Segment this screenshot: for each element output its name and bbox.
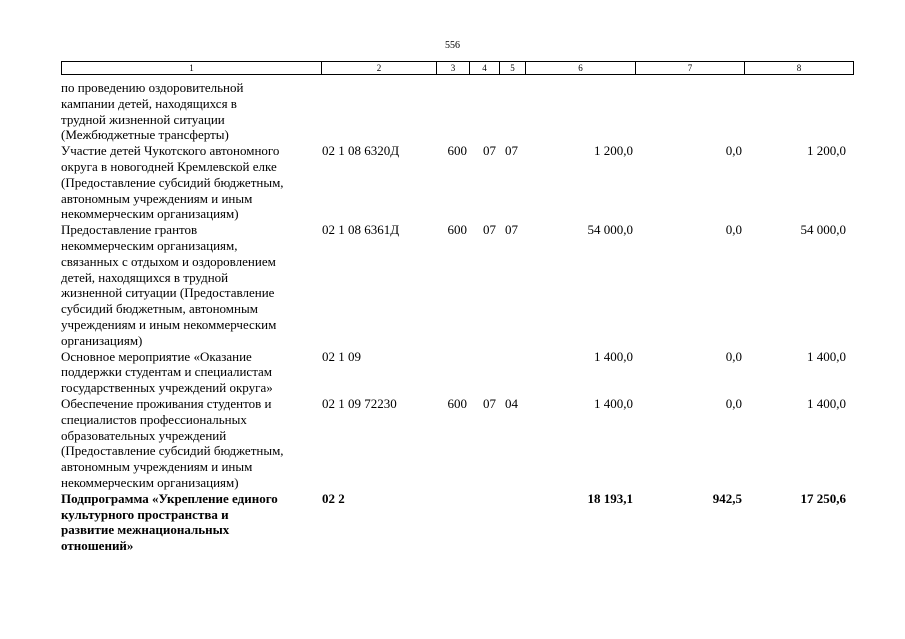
- table-row: [61, 222, 852, 348]
- header-col-2: 2: [322, 62, 437, 74]
- table-header: [61, 61, 854, 75]
- row-name-line: некоммерческим организациям): [61, 474, 239, 490]
- row-amount-col6: 54 000,0: [587, 222, 633, 238]
- row-amount-col7: 0,0: [725, 222, 742, 238]
- header-col-4: 4: [470, 62, 500, 74]
- row-name-line: некоммерческим организациям): [61, 206, 239, 222]
- row-name-line: Подпрограмма «Укрепление единого: [61, 490, 278, 506]
- row-amount-col8: 1 400,0: [807, 395, 846, 411]
- row-expense-type: 600: [447, 395, 467, 411]
- row-name-line: организациям): [61, 332, 143, 348]
- row-code: 02 1 09: [322, 348, 361, 364]
- row-name: [61, 143, 321, 222]
- row-code: 02 1 08 6361Д: [322, 222, 400, 238]
- row-amount-col7: 942,5: [712, 490, 742, 506]
- header-col-6: 6: [526, 62, 636, 74]
- header-col-3: 3: [437, 62, 470, 74]
- row-amount-col6: 1 400,0: [594, 348, 633, 364]
- row-name: [61, 491, 321, 554]
- table-row: [61, 396, 852, 491]
- row-name-line: (Предоставление субсидий бюджетным,: [61, 174, 284, 190]
- table-row: [61, 349, 852, 396]
- row-amount-col8: 54 000,0: [800, 222, 846, 238]
- row-amount-col8: 17 250,6: [800, 490, 846, 506]
- row-name-line: культурного пространства и: [61, 506, 229, 522]
- row-name-line: некоммерческим организациям,: [61, 237, 238, 253]
- row-amount-col7: 0,0: [725, 348, 742, 364]
- row-name-line: образовательных учреждений: [61, 427, 227, 443]
- header-col-1: 1: [62, 62, 322, 74]
- row-name-line: государственных учреждений округа»: [61, 380, 273, 396]
- row-amount-col7: 0,0: [725, 395, 742, 411]
- row-name-line: детей, находящихся в трудной: [61, 269, 229, 285]
- row-name-line: специалистов профессиональных: [61, 411, 247, 427]
- row-name-line: Обеспечение проживания студентов и: [61, 395, 272, 411]
- row-amount-col8: 1 200,0: [807, 143, 846, 159]
- row-name-line: трудной жизненной ситуации: [61, 111, 225, 127]
- row-section: 07: [483, 395, 496, 411]
- row-name-line: кампании детей, находящихся в: [61, 95, 237, 111]
- row-name-line: Основное мероприятие «Оказание: [61, 348, 252, 364]
- row-subsection: 04: [505, 395, 518, 411]
- row-name-line: Предоставление грантов: [61, 222, 198, 238]
- row-code: 02 2: [322, 490, 345, 506]
- row-amount-col7: 0,0: [725, 143, 742, 159]
- table-row: [61, 491, 852, 554]
- table-row: [61, 143, 852, 222]
- row-section: 07: [483, 222, 496, 238]
- row-subsection: 07: [505, 143, 518, 159]
- row-name-line: по проведению оздоровительной: [61, 80, 244, 95]
- row-subsection: 07: [505, 222, 518, 238]
- row-expense-type: 600: [447, 222, 467, 238]
- row-name-line: автономным учреждениям и иным: [61, 459, 253, 475]
- row-name-line: (Предоставление субсидий бюджетным,: [61, 443, 284, 459]
- row-name-line: учреждениям и иным некоммерческим: [61, 316, 277, 332]
- row-name: [61, 396, 321, 491]
- row-name-line: развитие межнациональных: [61, 522, 230, 538]
- row-name: [61, 80, 321, 143]
- row-name-line: (Межбюджетные трансферты): [61, 127, 229, 143]
- row-name-line: поддержки студентам и специалистам: [61, 364, 273, 380]
- table-row: [61, 80, 852, 143]
- header-col-7: 7: [636, 62, 745, 74]
- row-name-line: округа в новогодней Кремлевской елке: [61, 158, 277, 174]
- row-name: [61, 349, 321, 396]
- row-name-line: субсидий бюджетным, автономным: [61, 301, 258, 317]
- row-name-line: автономным учреждениям и иным: [61, 190, 253, 206]
- row-amount-col6: 1 400,0: [594, 395, 633, 411]
- header-col-5: 5: [500, 62, 526, 74]
- page-number: 556: [445, 40, 460, 51]
- row-section: 07: [483, 143, 496, 159]
- row-code: 02 1 08 6320Д: [322, 143, 400, 159]
- row-name-line: связанных с отдыхом и оздоровлением: [61, 253, 276, 269]
- row-name-line: жизненной ситуации (Предоставление: [61, 285, 275, 301]
- row-name: [61, 222, 321, 348]
- header-col-8: 8: [796, 63, 802, 73]
- row-amount-col6: 1 200,0: [594, 143, 633, 159]
- row-name-line: Участие детей Чукотского автономного: [61, 143, 280, 159]
- row-name-line: отношений»: [61, 538, 134, 554]
- row-amount-col6: 18 193,1: [587, 490, 633, 506]
- row-expense-type: 600: [447, 143, 467, 159]
- row-amount-col8: 1 400,0: [807, 348, 846, 364]
- row-code: 02 1 09 72230: [322, 395, 397, 411]
- table-body: [61, 80, 852, 554]
